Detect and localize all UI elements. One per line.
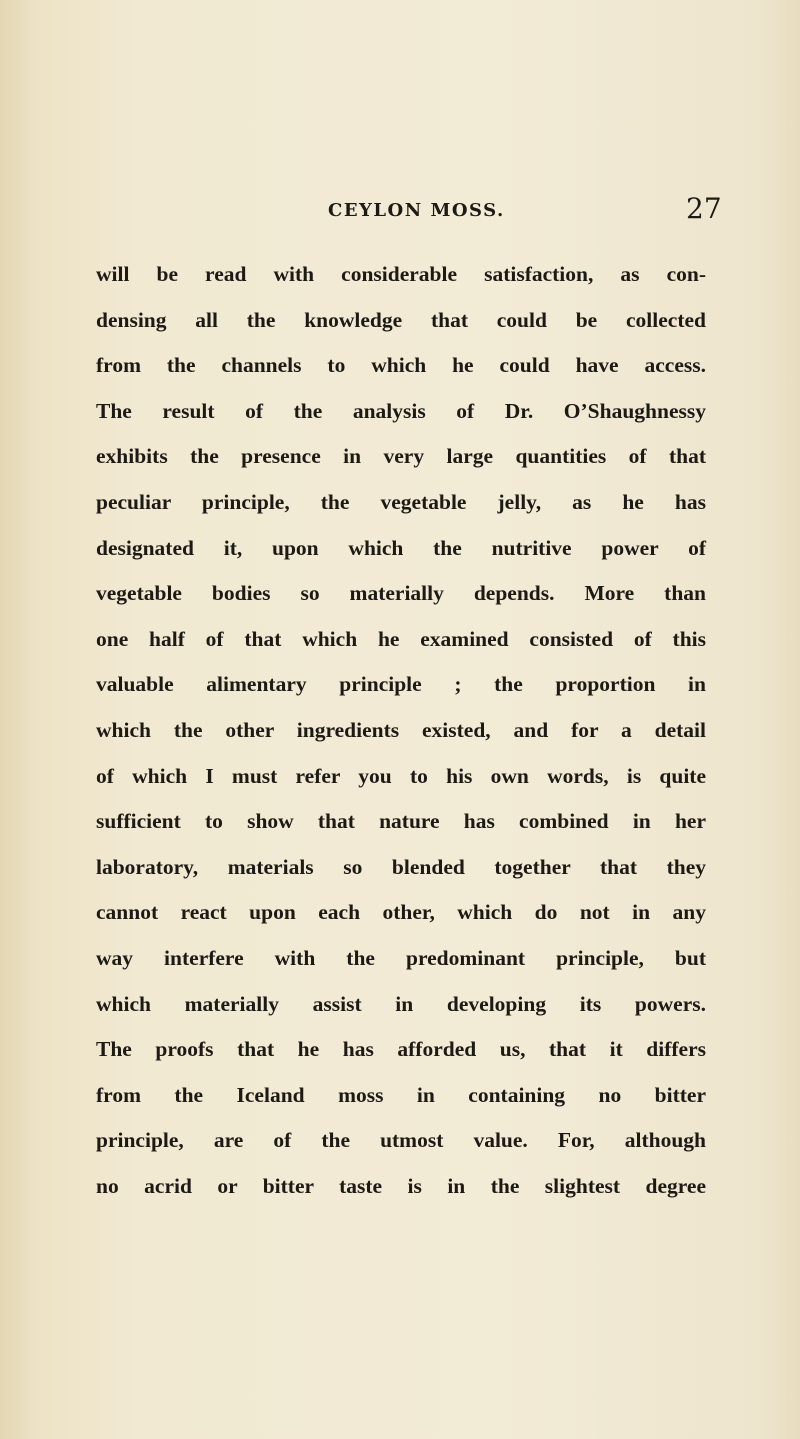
text-line: will be read with considerable satisfaction, as con- <box>96 262 706 286</box>
page-number: 27 <box>686 192 722 225</box>
page-header <box>0 192 800 232</box>
body-text <box>96 252 706 1209</box>
text-line: from the Iceland moss in containing no bitter <box>96 1082 706 1107</box>
text-line: peculiar principle, the vegetable jelly, as he has <box>96 489 706 514</box>
text-line: which materially assist in developing its powers. <box>96 991 706 1016</box>
text-line: cannot react upon each other, which do not in any <box>96 900 706 925</box>
text-line: from the channels to which he could have access. <box>96 353 706 378</box>
text-line: densing all the knowledge that could be collected <box>96 307 706 332</box>
text-line: way interfere with the predominant principle, but <box>96 945 706 970</box>
text-line: valuable alimentary principle ; the proportion in <box>96 672 706 697</box>
text-line: laboratory, materials so blended together that they <box>96 854 706 879</box>
text-line: no acrid or bitter taste is in the slightest degree <box>96 1173 706 1198</box>
running-title: CEYLON MOSS. <box>328 200 505 221</box>
text-line: one half of that which he examined consisted of this <box>96 626 706 651</box>
text-line: principle, are of the utmost value. For, although <box>96 1128 706 1153</box>
text-line: The result of the analysis of Dr. O’Shaughnessy <box>96 398 706 423</box>
text-line: vegetable bodies so materially depends. More than <box>96 581 706 606</box>
text-line: The proofs that he has afforded us, that it differs <box>96 1037 706 1062</box>
text-line: sufficient to show that nature has combined in her <box>96 809 706 834</box>
text-line: of which I must refer you to his own words, is quite <box>96 763 706 788</box>
text-line: exhibits the presence in very large quantities of that <box>96 444 706 469</box>
text-line: which the other ingredients existed, and for a detail <box>96 717 706 742</box>
text-line: designated it, upon which the nutritive power of <box>96 535 706 560</box>
